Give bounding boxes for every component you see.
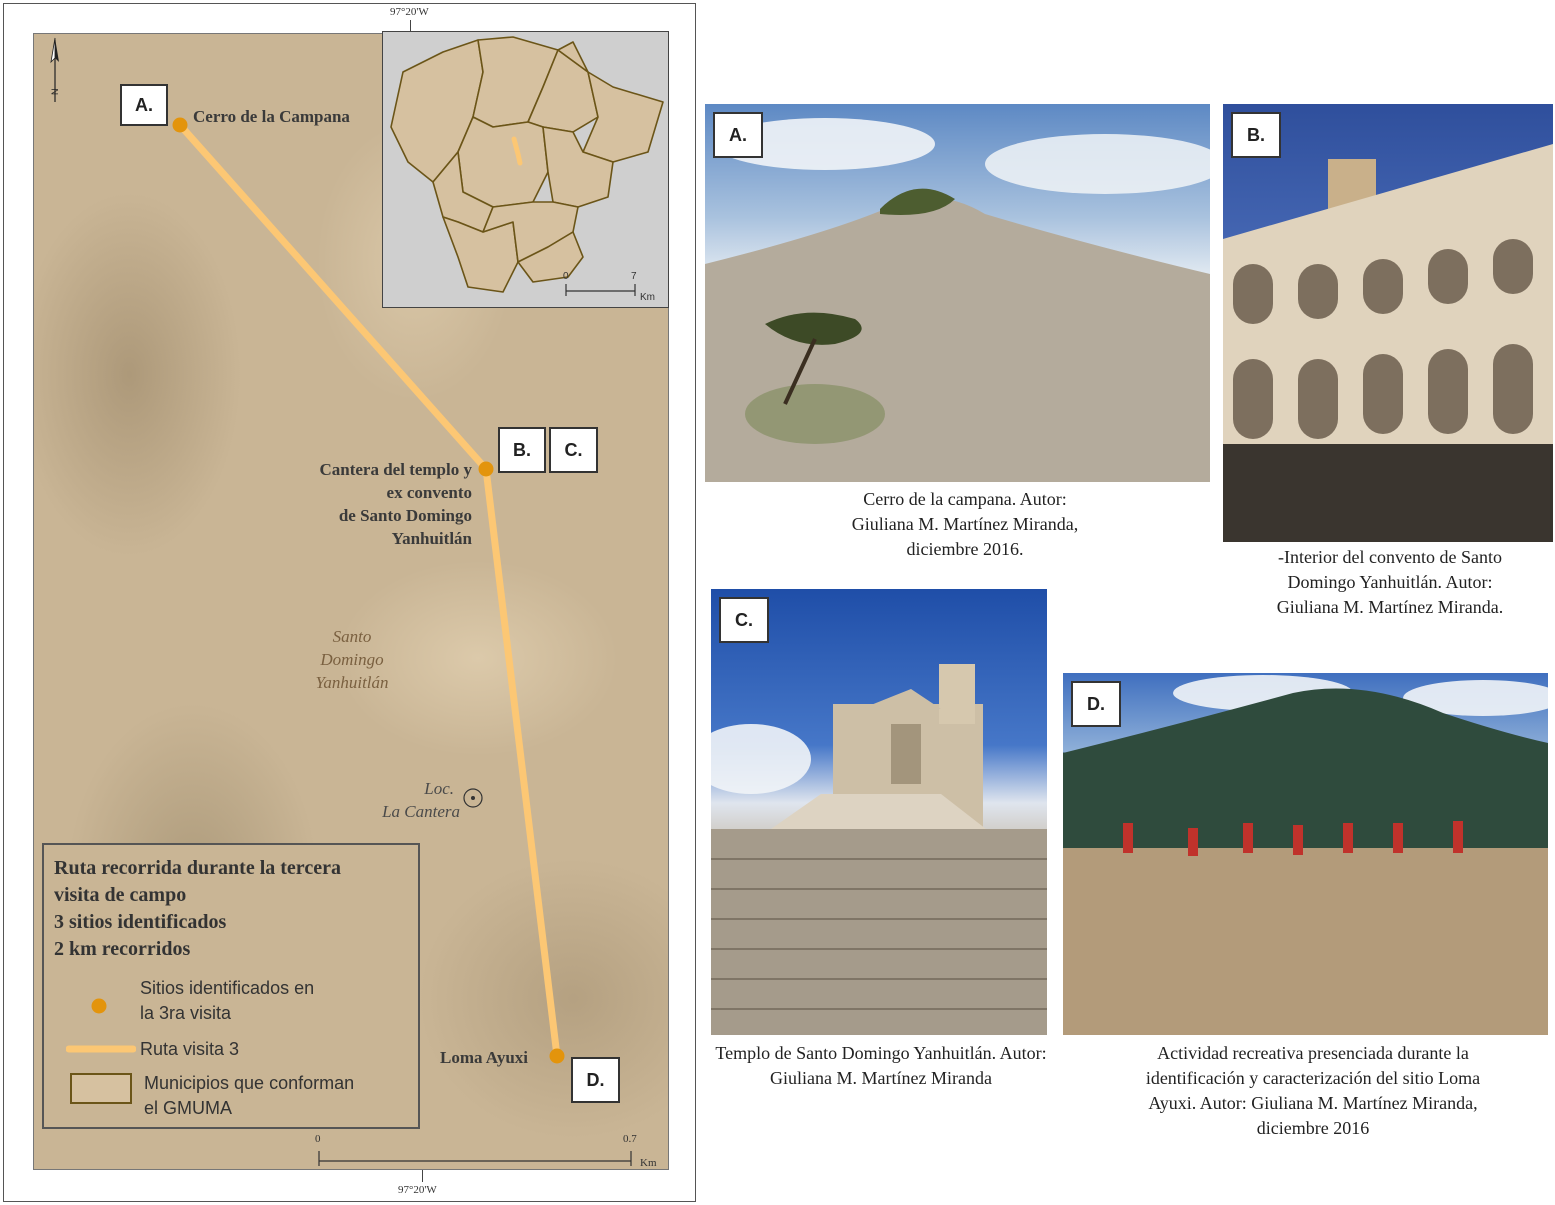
photo-d-letter: D. xyxy=(1071,681,1121,727)
coordinate-tick-bottom xyxy=(422,1170,423,1182)
photo-c-caption-line-2: Giuliana M. Martínez Miranda xyxy=(770,1068,992,1088)
photo-d-loma-ayuxi xyxy=(1063,673,1548,1035)
legend-route-line-icon xyxy=(66,1043,136,1055)
photo-a-letter: A. xyxy=(713,112,763,158)
inset-scale-end: 7 xyxy=(631,271,637,282)
site-dot-a[interactable] xyxy=(173,118,188,133)
site-name-loma-ayuxi: Loma Ayuxi xyxy=(440,1048,529,1067)
locality-center-dot xyxy=(471,796,475,800)
site-name-cantera-line-1: Cantera del templo y xyxy=(319,460,472,479)
legend-title-line-2: visita de campo xyxy=(54,884,187,906)
legend-title-line-3: 3 sitios identificados xyxy=(54,911,227,933)
site-letter-b: B. xyxy=(498,427,546,473)
photo-a-caption xyxy=(705,487,1225,562)
legend-title xyxy=(54,855,341,963)
inset-scale-unit: Km xyxy=(640,292,655,303)
place-label-line-2: Domingo xyxy=(320,650,384,669)
legend-sites-line-2: la 3ra visita xyxy=(140,1003,232,1023)
site-letter-c: C. xyxy=(549,427,598,473)
site-letter-d: D. xyxy=(571,1057,620,1103)
photo-d-caption-line-3: Ayuxi. Autor: Giuliana M. Martínez Miranda, xyxy=(1148,1093,1478,1113)
site-dot-bc[interactable] xyxy=(479,462,494,477)
photo-c-scene xyxy=(711,589,1047,1035)
locality-label-line-2: La Cantera xyxy=(382,802,460,821)
place-label-line-3: Yanhuitlán xyxy=(315,673,389,692)
legend-sites-line-1: Sitios identificados en xyxy=(140,978,315,998)
place-label-santo-domingo-yanhuitlan xyxy=(292,625,412,694)
photo-b-caption xyxy=(1230,545,1550,620)
photo-b-caption-line-2: Domingo Yanhuitlán. Autor: xyxy=(1287,572,1493,592)
site-name-cerro-de-la-campana: Cerro de la Campana xyxy=(193,107,350,126)
legend-route-label: Ruta visita 3 xyxy=(140,1039,240,1059)
photo-b-caption-line-1: -Interior del convento de Santo xyxy=(1278,547,1502,567)
site-name-cantera xyxy=(274,458,472,550)
legend-box xyxy=(42,843,420,1129)
north-label: N xyxy=(50,88,60,95)
photo-d-caption-line-4: diciembre 2016 xyxy=(1256,1118,1370,1138)
photo-d-caption-line-1: Actividad recreativa presenciada durante la xyxy=(1157,1043,1469,1063)
inset-map-svg xyxy=(383,32,669,308)
scale-end-label: 0.7 xyxy=(623,1133,637,1145)
inset-map[interactable] xyxy=(382,31,669,308)
photo-a-caption-line-3: diciembre 2016. xyxy=(906,539,1024,559)
legend-site-dot-icon xyxy=(88,995,110,1017)
photo-c-caption xyxy=(695,1041,1067,1091)
place-label-line-1: Santo xyxy=(332,627,372,646)
inset-scale-start: 0 xyxy=(563,271,569,282)
coordinate-top-label: 97°20'W xyxy=(390,6,429,18)
municipality-c xyxy=(458,117,548,207)
legend-municipality-label xyxy=(144,1071,354,1121)
photo-c-templo xyxy=(711,589,1047,1035)
scale-start-label: 0 xyxy=(315,1133,321,1145)
legend-municipality-swatch xyxy=(70,1073,132,1104)
photo-b-convent-interior xyxy=(1223,104,1553,542)
locality-label-la-cantera xyxy=(334,777,460,823)
photo-b-scene xyxy=(1223,104,1553,542)
legend-municipality-line-1: Municipios que conforman xyxy=(144,1073,355,1093)
legend-title-line-1: Ruta recorrida durante la tercera xyxy=(54,857,341,879)
locality-label-line-1: Loc. xyxy=(424,779,454,798)
photo-a-scene xyxy=(705,104,1210,482)
site-name-cantera-line-3: de Santo Domingo xyxy=(338,506,472,525)
photo-d-caption xyxy=(1083,1041,1543,1141)
photo-c-caption-line-1: Templo de Santo Domingo Yanhuitlán. Autor: xyxy=(715,1043,1047,1063)
site-name-cantera-line-2: ex convento xyxy=(386,483,472,502)
photo-a-caption-line-2: Giuliana M. Martínez Miranda, xyxy=(851,514,1079,534)
photo-d-caption-line-2: identificación y caracterización del sitio Loma xyxy=(1145,1068,1481,1088)
photo-d-scene xyxy=(1063,673,1548,1035)
photo-b-letter: B. xyxy=(1231,112,1281,158)
legend-title-line-4: 2 km recorridos xyxy=(54,938,191,960)
photo-a-cerro-de-la-campana xyxy=(705,104,1210,482)
photo-a-caption-line-1: Cerro de la campana. Autor: xyxy=(863,489,1067,509)
site-name-cantera-line-4: Yanhuitlán xyxy=(391,529,472,548)
legend-sites-label xyxy=(140,976,314,1026)
photo-b-caption-line-3: Giuliana M. Martínez Miranda. xyxy=(1276,597,1504,617)
site-letter-a: A. xyxy=(120,84,168,126)
scale-unit-label: Km xyxy=(640,1157,657,1169)
photo-c-letter: C. xyxy=(719,597,769,643)
coordinate-bottom-label: 97°20'W xyxy=(398,1184,437,1196)
site-dot-d[interactable] xyxy=(550,1049,565,1064)
legend-municipality-line-2: el GMUMA xyxy=(144,1098,233,1118)
